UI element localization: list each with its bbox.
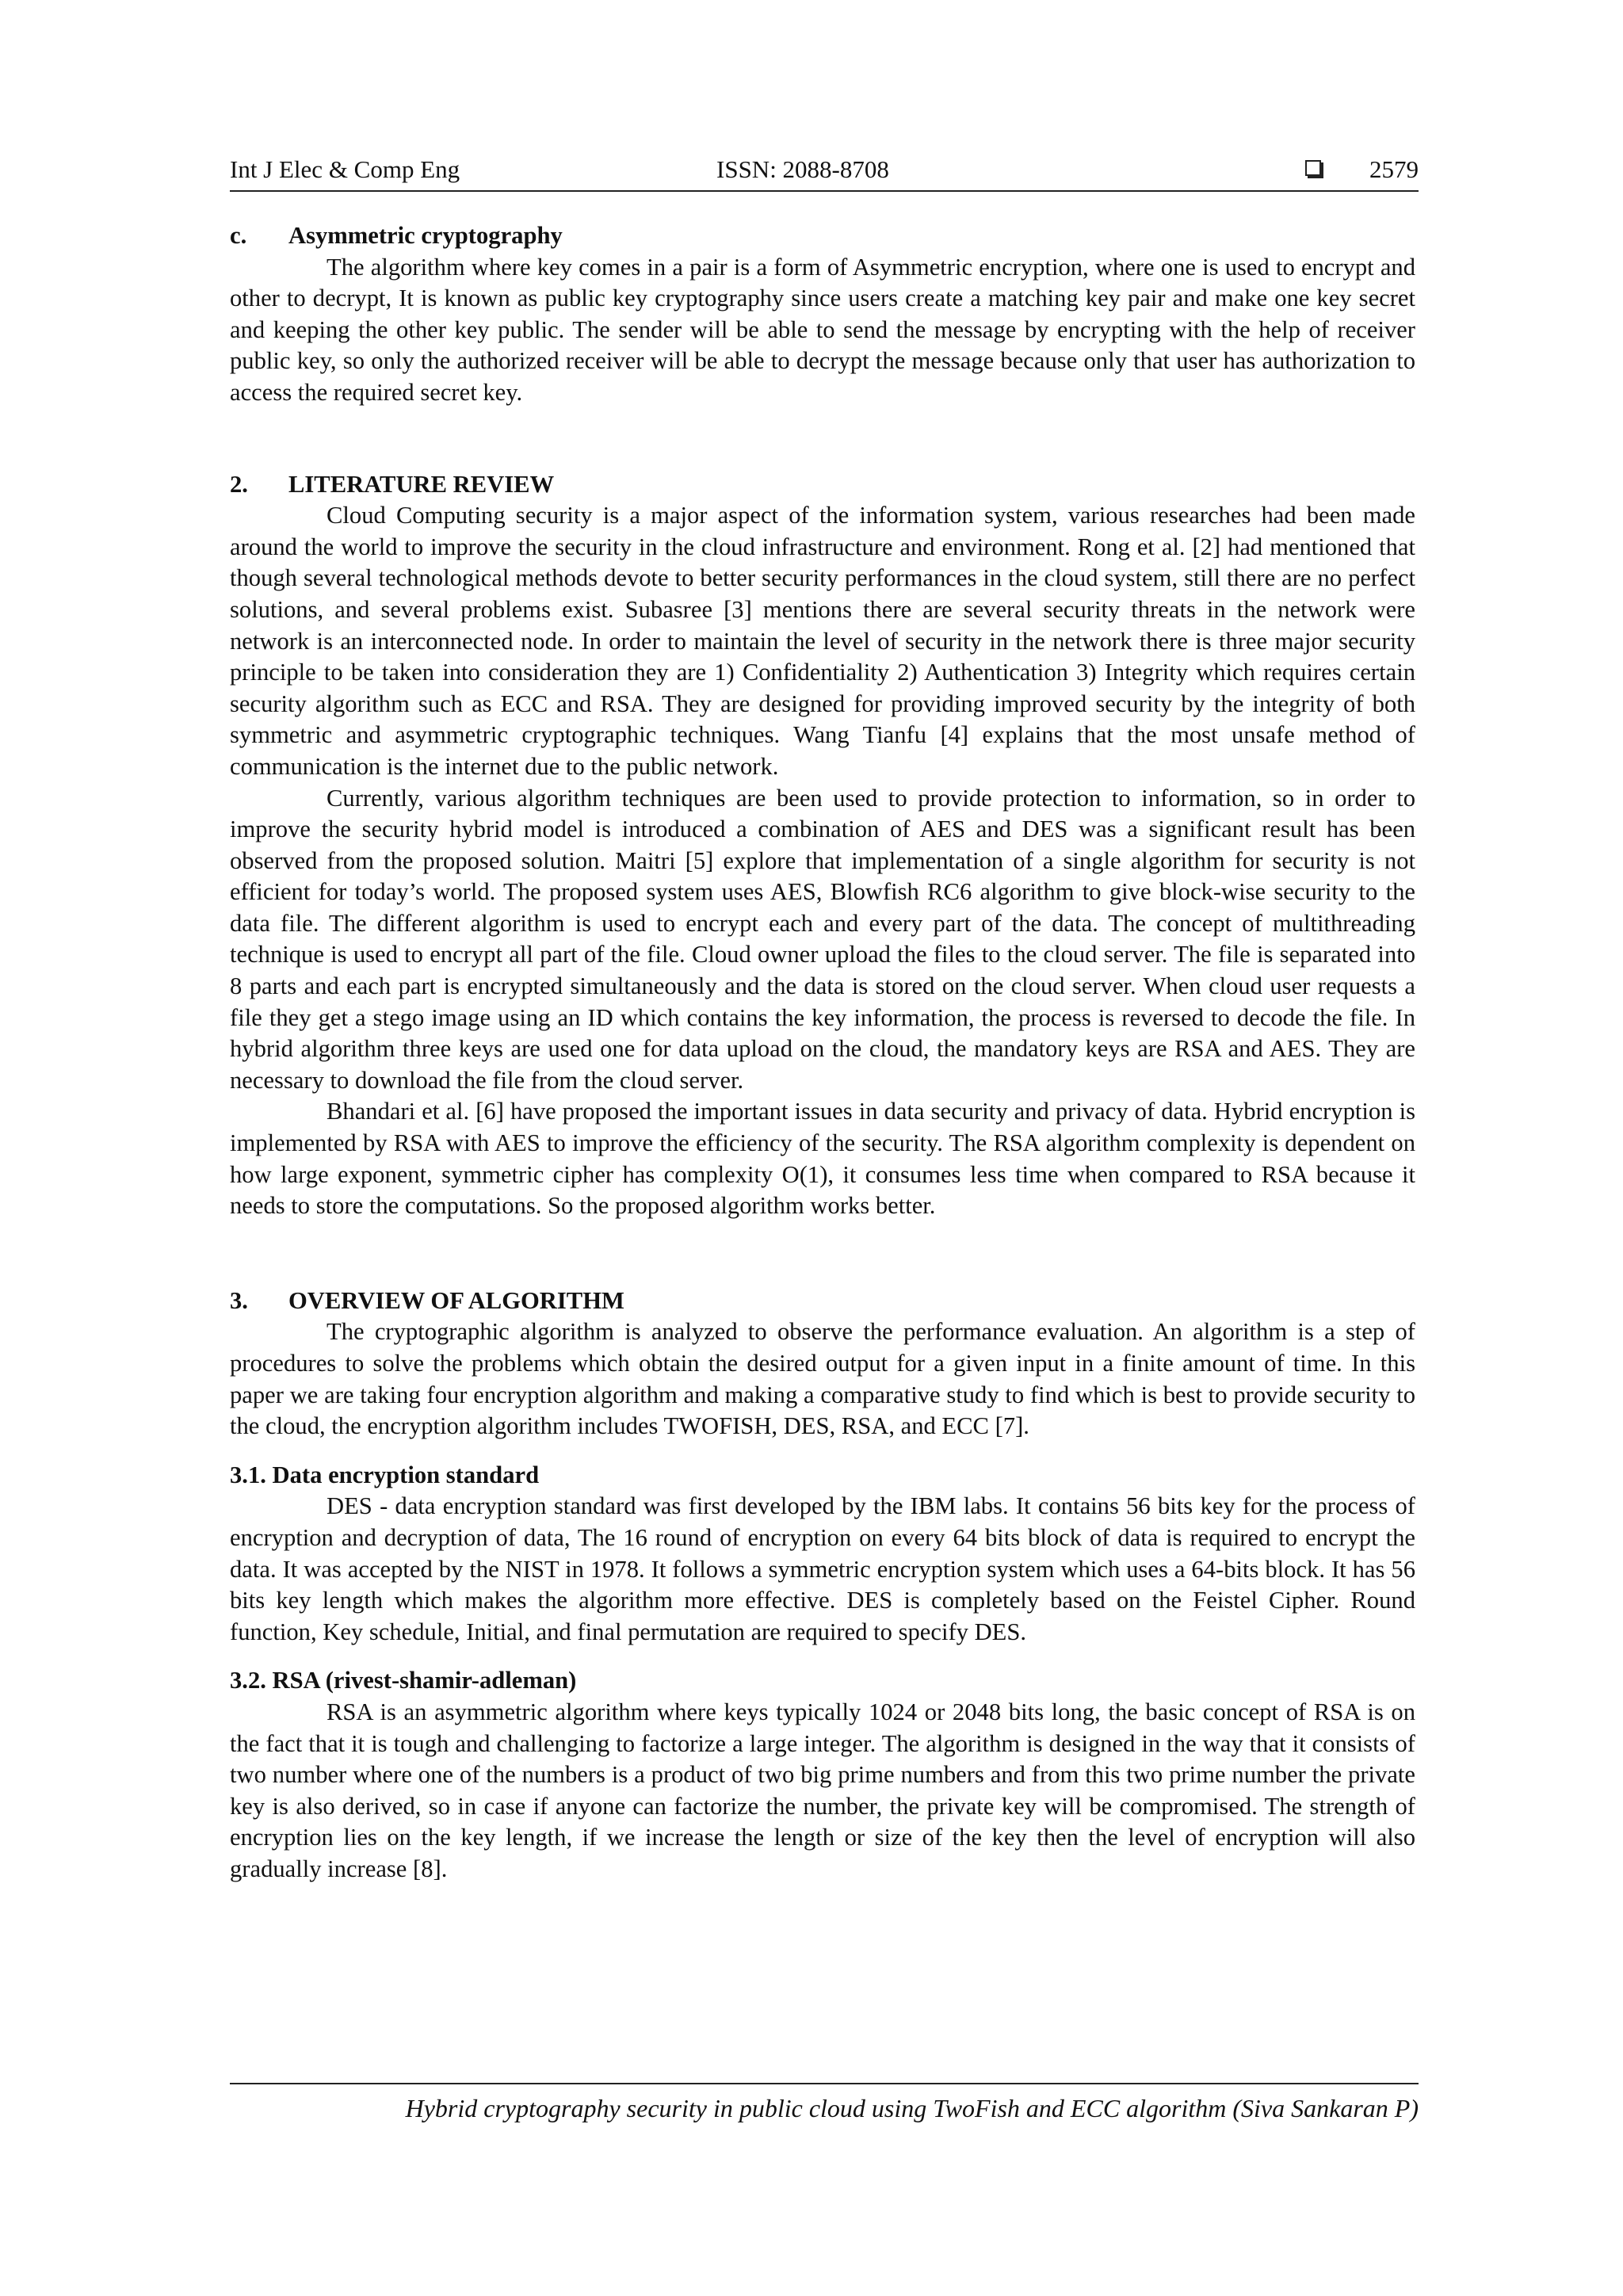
section-c-number: c. xyxy=(230,222,247,249)
page-body xyxy=(230,220,1415,1885)
section-c-title: Asymmetric cryptography xyxy=(288,222,563,249)
section-c-paragraph: The algorithm where key comes in a pair is a form of Asymmetric encryption, where one is used to encrypt and other to decrypt, It is known as public key cryptography since users create a matching key pair and make one key secret and keeping the other key public. The sender will be able to send the message by encrypting with the help of receiver public key, so only the authorized receiver will be able to decrypt the message because only that user has authorization to access the required secret key. xyxy=(230,253,1415,406)
page-number: 2579 xyxy=(1369,155,1419,183)
square-bullet-icon xyxy=(1305,160,1321,176)
section-2-paragraph-2: Currently, various algorithm techniques are been used to provide protection to information, so in order to improve the security hybrid model is introduced a combination of AES and DES was a significant result has been observed from the proposed solution. Maitri [5] explore that implementation of a single algorithm for security is not efficient for today’s world. The proposed system uses AES, Blowfish RC6 algorithm to give block-wise security to the data file. The different algorithm is used to encrypt each and every part of the data. The concept of multithreading technique is used to encrypt all part of the file. Cloud owner upload the files to the cloud server. The file is separated into 8 parts and each part is encrypted simultaneously and the data is stored on the cloud server. When cloud user requests a file they get a stego image using an ID which contains the key information, the process is reversed to decode the file. In hybrid algorithm three keys are used one for data upload on the cloud, the mandatory keys are RSA and AES. They are necessary to download the file from the cloud server. xyxy=(230,784,1415,1094)
section-3-1-paragraph: DES - data encryption standard was first developed by the IBM labs. It contains 56 bits key for the process of encryption and decryption of data, The 16 round of encryption on every 64 bits block of data is required to encrypt the data. It was accepted by the NIST in 1978. It follows a symmetric encryption system which uses a 64-bits block. It has 56 bits key length which makes the algorithm more effective. DES is completely based on the Feistel Cipher. Round function, Key schedule, Initial, and final permutation are required to specify DES. xyxy=(230,1492,1415,1645)
section-2-heading xyxy=(230,469,1415,501)
section-2-number: 2. xyxy=(230,470,248,498)
section-3-paragraph: The cryptographic algorithm is analyzed to observe the performance evaluation. An algorithm is a step of procedures to solve the problems which obtain the desired output for a given input in a finite amount of time. In this paper we are taking four encryption algorithm and making a comparative study to find which is best to provide security to the cloud, the encryption algorithm includes TWOFISH, DES, RSA, and ECC [7]. xyxy=(230,1318,1415,1440)
section-3-number: 3. xyxy=(230,1286,248,1314)
section-2-paragraph-3: Bhandari et al. [6] have proposed the important issues in data security and privacy of data. Hybrid encryption is implemented by RSA with AES to improve the efficiency of the security. The RSA algorithm complexity is dependent on how large exponent, symmetric cipher has complexity O(1), it consumes less time when compared to RSA because it needs to store the computations. So the proposed algorithm works better. xyxy=(230,1098,1415,1220)
section-3-title: OVERVIEW OF ALGORITHM xyxy=(288,1286,624,1314)
section-c-heading xyxy=(230,220,1415,252)
section-3-2-paragraph: RSA is an asymmetric algorithm where keys typically 1024 or 2048 bits long, the basic concept of RSA is on the fact that it is tough and challenging to factorize a large integer. The algorithm is designed in the way that it consists of two number where one of the numbers is a product of two big prime numbers and from this two prime number the private key is also derived, so in case if anyone can factorize the number, the private key will be compromised. The strength of encryption lies on the key length, if we increase the length or size of the key then the level of encryption will also gradually increase [8]. xyxy=(230,1698,1415,1882)
section-2-title: LITERATURE REVIEW xyxy=(288,470,555,498)
section-2-paragraph-1: Cloud Computing security is a major aspect of the information system, various researches had been made around the world to improve the security in the cloud infrastructure and environment. Rong et al. [2] had mentioned that though several technological methods devote to better security performances in the cloud system, still there are no perfect solutions, and several problems exist. Subasree [3] mentions there are several security threats in the network were network is an interconnected node. In order to maintain the level of security in the network there is three major security principle to be taken into consideration they are 1) Confidentiality 2) Authentication 3) Integrity which requires certain security algorithm such as ECC and RSA. They are designed for providing improved security by the integrity of both symmetric and asymmetric cryptographic techniques. Wang Tianfu [4] explains that the most unsafe method of communication is the internet due to the public network. xyxy=(230,502,1415,780)
section-3-heading xyxy=(230,1286,1415,1317)
journal-name: Int J Elec & Comp Eng xyxy=(230,155,460,183)
issn: ISSN: 2088-8708 xyxy=(716,155,889,183)
running-footer: Hybrid cryptography security in public cloud using TwoFish and ECC algorithm (Siva Sankaran P) xyxy=(230,2083,1419,2123)
section-3-1-heading: 3.1. Data encryption standard xyxy=(230,1461,540,1488)
section-3-2-heading: 3.2. RSA (rivest-shamir-adleman) xyxy=(230,1667,577,1694)
running-header xyxy=(230,155,1419,192)
